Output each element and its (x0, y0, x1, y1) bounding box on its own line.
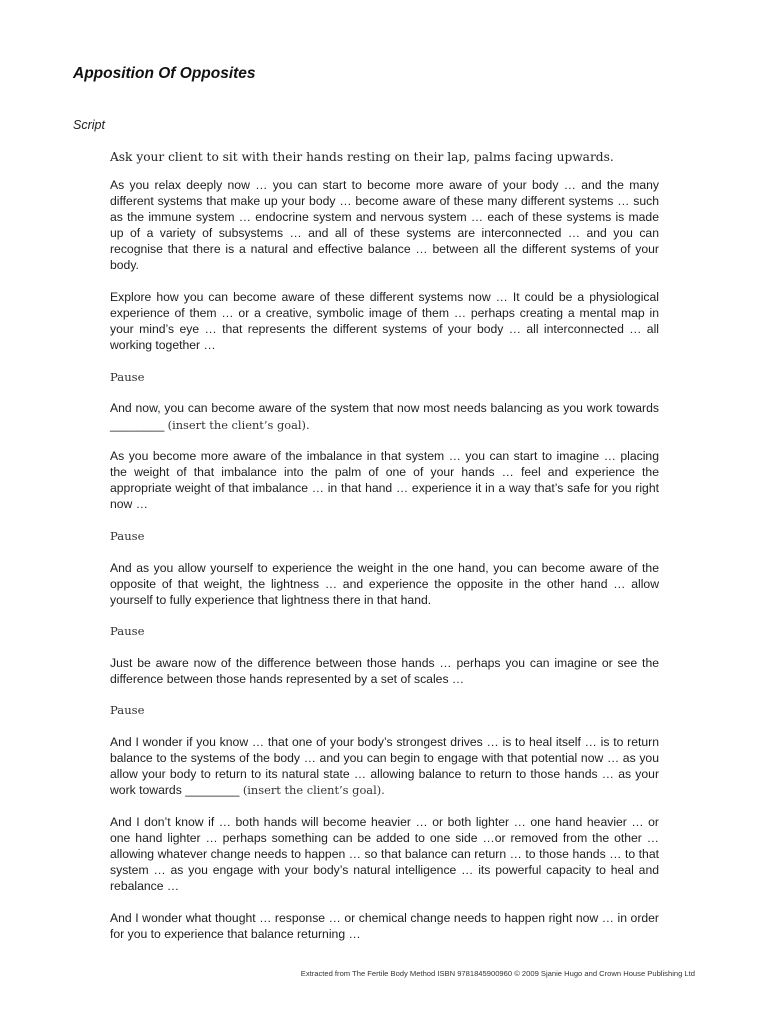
goal-blank: ________ (110, 417, 165, 432)
goal-blank: ________ (185, 783, 240, 798)
paragraph-weight: And as you allow yourself to experience the weight in the one hand, you can become aware of the opposite of that weight, the lightness … and experience the opposite in the other hand … allow yourself to fully experience that lightness there in that hand. (110, 560, 659, 607)
paragraph-hands: And I don’t know if … both hands will become heavier … or both lighter … one hand heavier … or one hand lighter … perhaps something can be added to one side …or removed from the other … allowing whatever change needs to happen … so that balance can return … to those hands … to that system … as you engage with your body’s natural intelligence … its powerful capacity to heal and rebalance … (110, 814, 659, 894)
paragraph-text: And I wonder if you know … that one of your body’s strongest drives … is to heal itself … is to return balance to the systems of the body … and you can begin to engage with that potential now … as you allow your body to return to its natural state … allowing balance to return to those hands … as your work towards (110, 734, 659, 798)
pause-marker: Pause (110, 703, 145, 718)
copyright-footer: Extracted from The Fertile Body Method ISBN 9781845900960 © 2009 Sjanie Hugo and Crown House Publishing Ltd (300, 969, 695, 978)
insert-goal-note: (insert the client’s goal). (242, 783, 385, 798)
paragraph-wonder: And I wonder what thought … response … or chemical change needs to happen right now … in order for you to experience that balance returning … (110, 910, 659, 941)
section-label: Script (73, 118, 105, 132)
paragraph-explore: Explore how you can become aware of these different systems now … It could be a physiological experience of them … or a creative, symbolic image of them … perhaps creating a mental map in your mind’s eye … that represents the different systems of your body … all interconnected … all working together … (110, 290, 659, 353)
pause-marker: Pause (110, 369, 145, 384)
client-instruction: Ask your client to sit with their hands resting on their lap, palms facing upwards. (110, 150, 614, 164)
paragraph-scales: Just be aware now of the difference between those hands … perhaps you can imagine or see the difference between those hands represented by a set of scales … (110, 655, 659, 686)
paragraph-become-aware (110, 400, 659, 432)
script-body (110, 149, 659, 958)
paragraph-relax: As you relax deeply now … you can start to become more aware of your body … and the many different systems that make up your body … become aware of these many different systems … such as the immune system … endocrine system and nervous system … each of these systems is made up of a variety of subsystems … and all of these systems are interconnected … and you can recognise that there is a natural and effective balance … between all the different systems of your body. (110, 178, 659, 273)
pause-marker: Pause (110, 624, 145, 639)
pause-marker: Pause (110, 529, 145, 543)
paragraph-heal (110, 734, 659, 798)
page-title: Apposition Of Opposites (73, 65, 256, 82)
paragraph-imbalance: As you become more aware of the imbalance in that system … you can start to imagine … placing the weight of that imbalance into the palm of one of your hands … feel and experience the appropriate weight of that imbalance … in that hand … experience it in a way that’s safe for you right now … (110, 449, 659, 512)
insert-goal-note: (insert the client’s goal). (167, 417, 310, 432)
paragraph-text: And now, you can become aware of the system that now most needs balancing as you work towards (110, 401, 659, 416)
